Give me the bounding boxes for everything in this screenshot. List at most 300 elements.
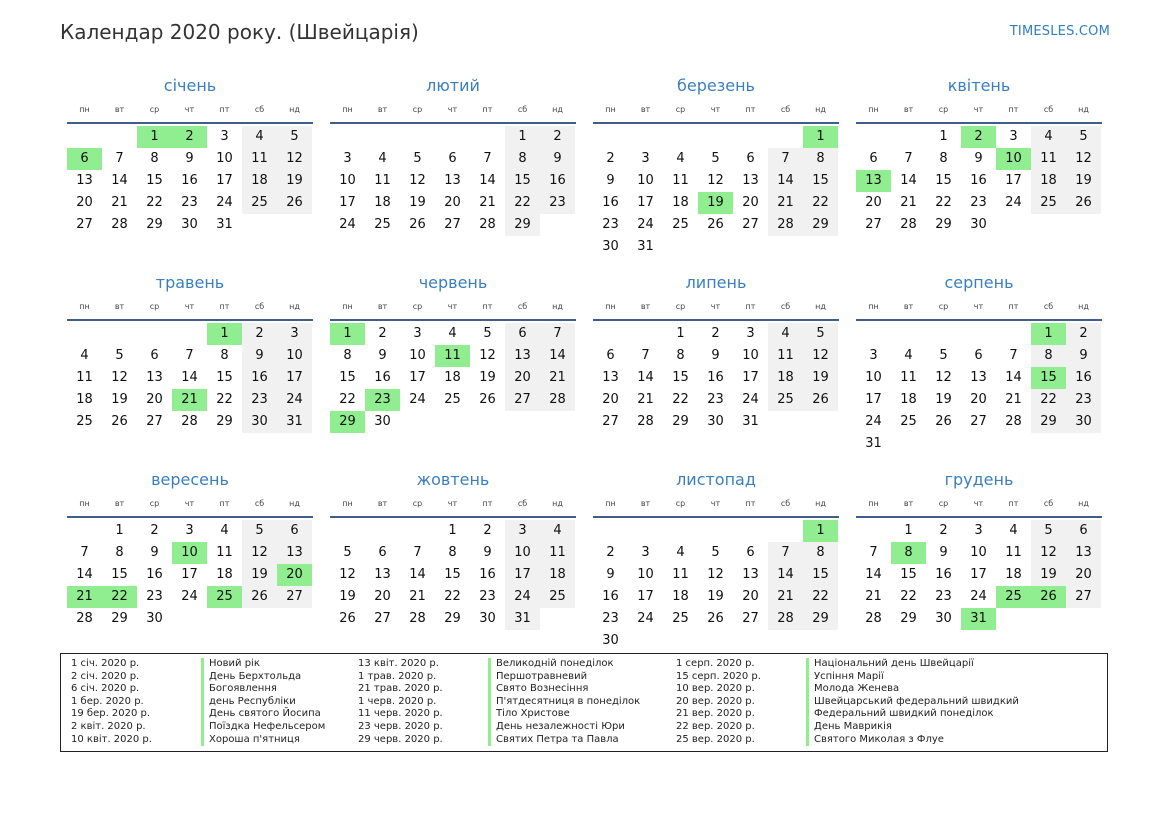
weekday-label: чт (447, 499, 458, 508)
weekday-label: чт (973, 499, 984, 508)
legend-date: 1 трав. 2020 р. (358, 670, 437, 682)
day-cell: 13 (277, 542, 312, 564)
day-cell: 4 (904, 348, 913, 363)
day-cell: 26 (409, 217, 426, 232)
day-cell: 17 (865, 392, 882, 407)
day-cell: 30 (479, 611, 496, 626)
day-cell: 5 (483, 326, 492, 341)
day-cell: 29 (505, 214, 540, 236)
day-cell: 9 (939, 545, 948, 560)
day-cell: 17 (970, 567, 987, 582)
weekday-label: пн (605, 302, 616, 311)
day-cell: 6 (277, 520, 312, 542)
day-cell: 24 (339, 217, 356, 232)
empty-cell (435, 126, 470, 148)
day-cell: 8 (150, 151, 159, 166)
day-cell: 16 (181, 173, 198, 188)
day-cell: 13 (76, 173, 93, 188)
day-cell: 10 (970, 545, 987, 560)
day-cell: 26 (242, 586, 277, 608)
day-cell: 1 (803, 520, 838, 542)
weekday-header (593, 299, 839, 315)
empty-cell (961, 323, 996, 345)
day-cell: 22 (935, 195, 952, 210)
legend-dates-3 (676, 658, 806, 747)
day-cell: 29 (803, 214, 838, 236)
day-cell: 18 (216, 567, 233, 582)
weekday-label: нд (552, 302, 563, 311)
empty-cell (67, 323, 102, 345)
day-cell: 19 (698, 192, 733, 214)
day-cell: 1 (137, 126, 172, 148)
day-cell: 19 (277, 170, 312, 192)
weekday-label: пн (342, 499, 353, 508)
empty-cell (365, 520, 400, 542)
weekday-label: сб (780, 302, 791, 311)
day-cell: 11 (1031, 148, 1066, 170)
day-cell: 9 (150, 545, 159, 560)
day-cell: 21 (768, 192, 803, 214)
day-cell: 9 (378, 348, 387, 363)
day-cell: 7 (413, 545, 422, 560)
day-cell: 4 (80, 348, 89, 363)
day-cell: 24 (970, 589, 987, 604)
weekday-label: чт (447, 105, 458, 114)
month-name: лютий (426, 76, 480, 95)
day-cell: 18 (672, 589, 689, 604)
day-cell: 21 (172, 389, 207, 411)
day-cell: 19 (242, 564, 277, 586)
day-cell: 6 (606, 348, 615, 363)
legend-date: 1 бер. 2020 р. (71, 695, 144, 707)
day-cell: 25 (242, 192, 277, 214)
day-cell: 17 (505, 564, 540, 586)
day-cell: 20 (970, 392, 987, 407)
day-cell: 8 (939, 151, 948, 166)
day-cell: 5 (803, 323, 838, 345)
day-cell: 14 (540, 345, 575, 367)
weekday-label: ср (675, 499, 686, 508)
day-cell: 6 (1066, 520, 1101, 542)
day-cell: 28 (637, 414, 654, 429)
empty-cell (698, 520, 733, 542)
day-cell: 25 (672, 217, 689, 232)
empty-cell (856, 126, 891, 148)
weekday-label: чт (710, 499, 721, 508)
empty-cell (733, 126, 768, 148)
legend-date: 13 квіт. 2020 р. (358, 658, 439, 669)
month-name: грудень (944, 470, 1014, 489)
day-cell: 16 (479, 567, 496, 582)
day-cell: 24 (277, 389, 312, 411)
day-cell: 28 (540, 389, 575, 411)
day-cell: 20 (505, 367, 540, 389)
month-block (856, 271, 1102, 461)
legend-date: 21 вер. 2020 р. (676, 708, 755, 720)
day-cell: 17 (409, 370, 426, 385)
day-cell: 28 (181, 414, 198, 429)
day-cell: 19 (409, 195, 426, 210)
day-cell: 8 (220, 348, 229, 363)
day-cell: 21 (1005, 392, 1022, 407)
day-cell: 4 (676, 545, 685, 560)
day-cell: 16 (707, 370, 724, 385)
day-cell: 23 (540, 192, 575, 214)
empty-cell (698, 126, 733, 148)
day-cell: 1 (904, 523, 913, 538)
day-cell: 31 (742, 414, 759, 429)
day-cell: 25 (1031, 192, 1066, 214)
weekday-label: ср (938, 105, 949, 114)
day-cell: 23 (479, 589, 496, 604)
day-cell: 10 (637, 567, 654, 582)
day-grid (67, 323, 313, 433)
day-cell: 9 (1066, 345, 1101, 367)
months-grid (67, 74, 1103, 658)
day-cell: 8 (505, 148, 540, 170)
weekday-label: ср (412, 105, 423, 114)
day-cell: 3 (641, 545, 650, 560)
weekday-header (856, 102, 1102, 118)
month-rule (856, 122, 1102, 124)
weekday-label: вт (640, 499, 651, 508)
day-cell: 9 (606, 567, 615, 582)
day-cell: 15 (1031, 367, 1066, 389)
weekday-label: нд (1078, 499, 1089, 508)
day-cell: 10 (742, 348, 759, 363)
day-cell: 16 (540, 170, 575, 192)
weekday-label: чт (973, 302, 984, 311)
day-cell: 19 (707, 589, 724, 604)
day-cell: 24 (742, 392, 759, 407)
day-cell: 15 (803, 170, 838, 192)
legend-date: 2 січ. 2020 р. (71, 670, 140, 682)
day-cell: 10 (505, 542, 540, 564)
day-cell: 18 (1005, 567, 1022, 582)
day-cell: 14 (865, 567, 882, 582)
empty-cell (172, 323, 207, 345)
day-cell: 6 (378, 545, 387, 560)
day-cell: 3 (220, 129, 229, 144)
weekday-label: чт (184, 105, 195, 114)
day-cell: 17 (637, 589, 654, 604)
day-cell: 15 (935, 173, 952, 188)
empty-cell (768, 126, 803, 148)
day-cell: 20 (444, 195, 461, 210)
empty-cell (330, 520, 365, 542)
day-cell: 14 (409, 567, 426, 582)
day-cell: 22 (339, 392, 356, 407)
day-cell: 7 (540, 323, 575, 345)
day-cell: 18 (76, 392, 93, 407)
month-name: липень (685, 273, 747, 292)
day-cell: 29 (1031, 411, 1066, 433)
day-cell: 2 (961, 126, 996, 148)
day-cell: 2 (540, 126, 575, 148)
day-cell: 7 (115, 151, 124, 166)
day-cell: 2 (242, 323, 277, 345)
day-cell: 19 (111, 392, 128, 407)
day-cell: 23 (365, 389, 400, 411)
day-cell: 26 (111, 414, 128, 429)
month-rule (856, 516, 1102, 518)
weekday-label: чт (184, 499, 195, 508)
weekday-label: вт (903, 105, 914, 114)
day-cell: 14 (111, 173, 128, 188)
day-cell: 23 (181, 195, 198, 210)
weekday-label: пт (745, 302, 756, 311)
day-cell: 11 (1005, 545, 1022, 560)
legend-date: 29 черв. 2020 р. (358, 733, 443, 745)
day-cell: 23 (1066, 389, 1101, 411)
day-cell: 14 (900, 173, 917, 188)
legend-holiday-name: Федеральний швидкий понеділок (806, 708, 1106, 721)
day-cell: 17 (637, 195, 654, 210)
month-block (856, 468, 1102, 658)
day-cell: 2 (606, 545, 615, 560)
empty-cell (365, 126, 400, 148)
day-cell: 31 (277, 411, 312, 433)
day-cell: 4 (448, 326, 457, 341)
day-cell: 29 (672, 414, 689, 429)
day-cell: 31 (505, 608, 540, 630)
month-name: травень (155, 273, 225, 292)
weekday-label: вт (903, 302, 914, 311)
day-cell: 22 (146, 195, 163, 210)
weekday-label: нд (815, 499, 826, 508)
weekday-label: нд (815, 105, 826, 114)
day-cell: 1 (448, 523, 457, 538)
weekday-label: сб (1043, 499, 1054, 508)
day-cell: 4 (242, 126, 277, 148)
brand-link[interactable]: TIMESLES.COM (1009, 24, 1110, 39)
weekday-label: чт (447, 302, 458, 311)
day-cell: 13 (374, 567, 391, 582)
month-name: серпень (944, 273, 1014, 292)
day-cell: 1 (1031, 323, 1066, 345)
day-cell: 26 (277, 192, 312, 214)
legend-holiday-name: Новий рік (201, 658, 358, 671)
legend-names-2 (488, 658, 676, 747)
day-cell: 13 (742, 567, 759, 582)
day-cell: 5 (413, 151, 422, 166)
day-cell: 31 (637, 239, 654, 254)
day-cell: 11 (76, 370, 93, 385)
day-cell: 7 (768, 148, 803, 170)
legend-names-1 (201, 658, 358, 747)
legend-holiday-name: день Республіки (201, 696, 358, 709)
holiday-legend (60, 653, 1108, 752)
day-cell: 11 (672, 567, 689, 582)
day-cell: 13 (742, 173, 759, 188)
day-cell: 16 (970, 173, 987, 188)
day-cell: 20 (742, 589, 759, 604)
day-cell: 31 (865, 436, 882, 451)
day-cell: 15 (216, 370, 233, 385)
day-cell: 24 (181, 589, 198, 604)
empty-cell (593, 126, 628, 148)
day-cell: 1 (676, 326, 685, 341)
day-cell: 29 (935, 217, 952, 232)
empty-cell (67, 520, 102, 542)
day-cell: 28 (111, 217, 128, 232)
day-cell: 23 (602, 611, 619, 626)
day-cell: 6 (505, 323, 540, 345)
weekday-label: вт (377, 499, 388, 508)
day-cell: 11 (242, 148, 277, 170)
month-name: жовтень (416, 470, 490, 489)
weekday-header (593, 102, 839, 118)
legend-dates-2 (358, 658, 488, 747)
weekday-label: пн (605, 105, 616, 114)
day-cell: 9 (185, 151, 194, 166)
weekday-label: пт (482, 302, 493, 311)
weekday-label: сб (517, 302, 528, 311)
day-cell: 16 (242, 367, 277, 389)
day-cell: 23 (970, 195, 987, 210)
day-grid (856, 323, 1102, 455)
day-cell: 14 (479, 173, 496, 188)
day-cell: 2 (150, 523, 159, 538)
day-cell: 12 (1031, 542, 1066, 564)
day-cell: 18 (900, 392, 917, 407)
day-cell: 5 (711, 545, 720, 560)
day-cell: 16 (602, 195, 619, 210)
weekday-label: пн (342, 302, 353, 311)
day-cell: 7 (641, 348, 650, 363)
weekday-label: пн (868, 105, 879, 114)
day-cell: 26 (1066, 192, 1101, 214)
day-cell: 26 (339, 611, 356, 626)
weekday-label: пт (482, 499, 493, 508)
day-cell: 22 (216, 392, 233, 407)
month-block (330, 271, 576, 461)
legend-holiday-name: Поїздка Нефельсером (201, 721, 358, 734)
month-name: червень (418, 273, 488, 292)
day-cell: 8 (891, 542, 926, 564)
legend-holiday-name: День Маврикія (806, 721, 1106, 734)
day-cell: 23 (242, 389, 277, 411)
day-cell: 18 (768, 367, 803, 389)
day-cell: 3 (974, 523, 983, 538)
weekday-header (67, 496, 313, 512)
day-cell: 3 (505, 520, 540, 542)
day-cell: 24 (637, 217, 654, 232)
empty-cell (400, 520, 435, 542)
legend-date: 6 січ. 2020 р. (71, 683, 140, 695)
day-cell: 18 (672, 195, 689, 210)
day-cell: 7 (904, 151, 913, 166)
day-cell: 7 (483, 151, 492, 166)
day-cell: 27 (602, 414, 619, 429)
day-cell: 15 (505, 170, 540, 192)
weekday-label: пт (219, 302, 230, 311)
empty-cell (628, 520, 663, 542)
weekday-label: чт (973, 105, 984, 114)
day-cell: 12 (935, 370, 952, 385)
month-name: квітень (947, 76, 1011, 95)
day-cell: 9 (483, 545, 492, 560)
day-cell: 17 (339, 195, 356, 210)
day-cell: 19 (339, 589, 356, 604)
day-cell: 27 (505, 389, 540, 411)
day-cell: 30 (602, 633, 619, 648)
day-cell: 13 (970, 370, 987, 385)
day-cell: 9 (606, 173, 615, 188)
empty-cell (102, 323, 137, 345)
day-cell: 29 (146, 217, 163, 232)
empty-cell (137, 323, 172, 345)
weekday-label: ср (675, 302, 686, 311)
day-cell: 8 (803, 542, 838, 564)
day-cell: 15 (803, 564, 838, 586)
day-cell: 24 (1005, 195, 1022, 210)
day-cell: 7 (869, 545, 878, 560)
day-cell: 4 (378, 151, 387, 166)
day-cell: 8 (676, 348, 685, 363)
weekday-label: сб (254, 302, 265, 311)
weekday-label: вт (640, 105, 651, 114)
day-cell: 4 (220, 523, 229, 538)
month-rule (593, 319, 839, 321)
empty-cell (102, 126, 137, 148)
day-cell: 13 (856, 170, 891, 192)
legend-holiday-name: Національний день Швейцарії (806, 658, 1106, 671)
day-cell: 1 (505, 126, 540, 148)
weekday-label: пт (1008, 499, 1019, 508)
day-cell: 22 (505, 192, 540, 214)
day-cell: 19 (935, 392, 952, 407)
day-cell: 20 (374, 589, 391, 604)
day-cell: 3 (1009, 129, 1018, 144)
day-cell: 11 (216, 545, 233, 560)
day-cell: 27 (1066, 586, 1101, 608)
day-cell: 9 (974, 151, 983, 166)
day-cell: 5 (242, 520, 277, 542)
day-cell: 18 (1031, 170, 1066, 192)
day-cell: 30 (1066, 411, 1101, 433)
day-cell: 19 (1031, 564, 1066, 586)
day-cell: 7 (80, 545, 89, 560)
day-cell: 27 (76, 217, 93, 232)
weekday-label: ср (149, 105, 160, 114)
day-cell: 9 (540, 148, 575, 170)
day-cell: 13 (505, 345, 540, 367)
weekday-label: пт (745, 105, 756, 114)
day-cell: 17 (277, 367, 312, 389)
empty-cell (470, 126, 505, 148)
day-cell: 16 (1066, 367, 1101, 389)
day-cell: 1 (939, 129, 948, 144)
day-cell: 28 (409, 611, 426, 626)
month-rule (67, 516, 313, 518)
legend-holiday-name: Швейцарський федеральний швидкий (806, 696, 1106, 709)
day-cell: 27 (742, 217, 759, 232)
day-cell: 6 (67, 148, 102, 170)
empty-cell (593, 520, 628, 542)
month-rule (67, 319, 313, 321)
weekday-label: ср (149, 499, 160, 508)
day-cell: 18 (444, 370, 461, 385)
day-cell: 28 (768, 608, 803, 630)
day-cell: 5 (343, 545, 352, 560)
day-cell: 1 (115, 523, 124, 538)
empty-cell (926, 323, 961, 345)
day-cell: 8 (803, 148, 838, 170)
day-cell: 7 (185, 348, 194, 363)
empty-cell (856, 323, 891, 345)
weekday-label: ср (938, 302, 949, 311)
